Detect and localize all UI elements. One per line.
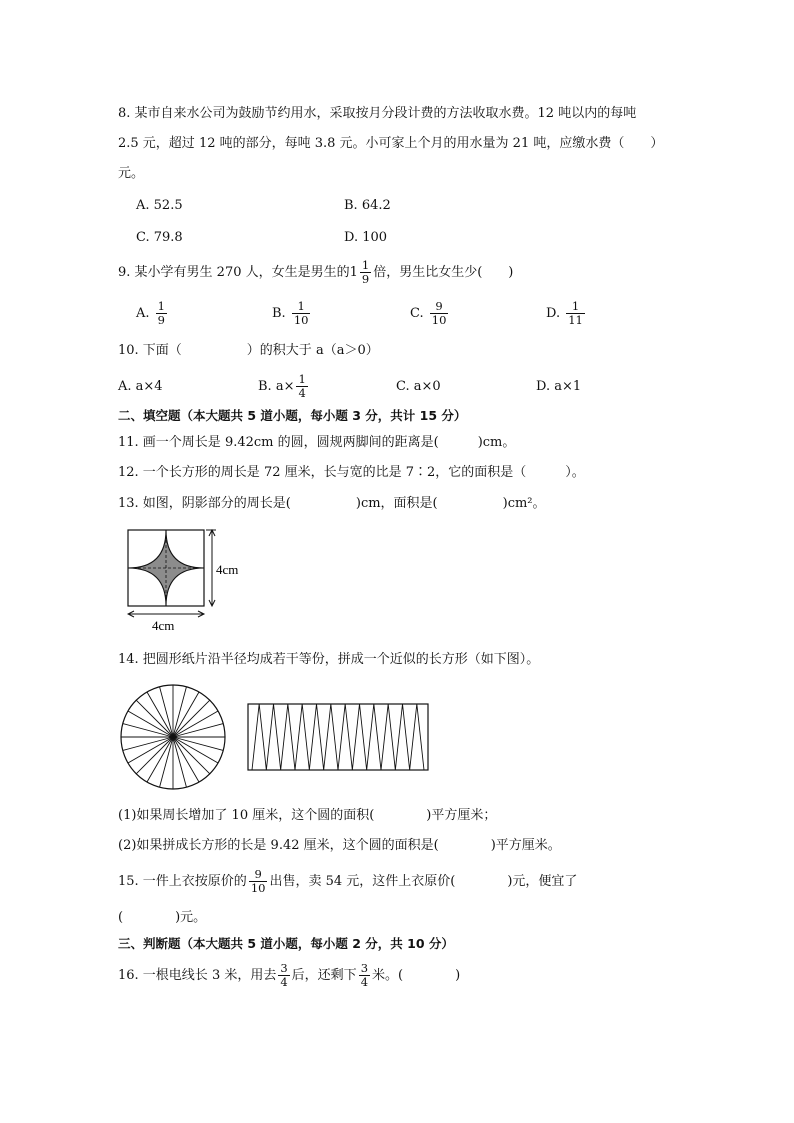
q11: 11. 画一个周长是 9.42cm 的圆，圆规两脚间的距离是( )cm。: [118, 435, 516, 450]
q10-option-c[interactable]: C. a×0: [396, 379, 441, 394]
q9-mixed-whole: 1: [349, 265, 358, 280]
q14-stem: 14. 把圆形纸片沿半径均成若干等份，拼成一个近似的长方形（如下图）。: [118, 652, 540, 667]
q9-mixed-fraction: $\frac{1}{9}$: [361, 258, 370, 286]
q8-line1: 8. 某市自来水公司为鼓励节约用水，采取按月分段计费的方法收取水费。12 吨以内的每吨: [118, 106, 637, 121]
q9-stem: 9. 某小学有男生 270 人，女生是男生的1 $\frac{1}{9}$ 倍，男生比女生少( ): [118, 258, 514, 286]
q10-option-a[interactable]: A. a×4: [118, 379, 163, 394]
section3-heading: 三、判断题（本大题共 5 道小题，每小题 2 分，共 10 分）: [118, 936, 454, 951]
q10-option-d[interactable]: D. a×1: [536, 379, 582, 394]
q8-option-d[interactable]: D. 100: [344, 230, 388, 245]
q9-option-d[interactable]: D. $\frac{1}{11}$: [546, 299, 583, 327]
q16-stem: 16. 一根电线长 3 米，用去 $\frac{3}{4}$ 后，还剩下 $\frac{3}{4}$ 米。( ): [118, 961, 461, 989]
q13-bottom-label: 4cm: [152, 618, 175, 633]
q8-line3: 元。: [118, 166, 145, 181]
q10-stem: 10. 下面（ ）的积大于 a（a＞0）: [118, 343, 379, 358]
q14-circle-figure: [121, 685, 225, 789]
q8-option-c[interactable]: C. 79.8: [136, 230, 183, 245]
q13: 13. 如图，阴影部分的周长是( )cm，面积是( )cm²。: [118, 496, 546, 511]
q13-figure: [120, 524, 260, 634]
q8-option-b[interactable]: B. 64.2: [344, 198, 391, 213]
q8-line2: 2.5 元，超过 12 吨的部分，每吨 3.8 元。小可家上个月的用水量为 21 吨，应缴水费（ ）: [118, 136, 664, 151]
q15-stem: 15. 一件上衣按原价的 $\frac{9}{10}$ 出售，卖 54 元，这件上衣原价( )元，便宜了: [118, 867, 578, 895]
q13-side-label: 4cm: [216, 562, 239, 577]
q14-sub2: (2)如果拼成长方形的长是 9.42 厘米，这个圆的面积是( )平方厘米。: [118, 838, 561, 853]
section2-heading: 二、填空题（本大题共 5 道小题，每小题 3 分，共计 15 分）: [118, 408, 467, 423]
q9-option-b[interactable]: B. $\frac{1}{10}$: [272, 299, 309, 327]
q14-sub1: (1)如果周长增加了 10 厘米，这个圆的面积( )平方厘米；: [118, 808, 497, 823]
q15-line2: ( )元。: [118, 910, 207, 925]
q9-option-c[interactable]: C. $\frac{9}{10}$: [410, 299, 447, 327]
q14-figure: [118, 682, 438, 792]
q14-rectangle-figure: [248, 704, 428, 770]
q12: 12. 一个长方形的周长是 72 厘米，长与宽的比是 7∶2，它的面积是（ ）。: [118, 465, 585, 480]
q10-option-b[interactable]: B. a× $\frac{1}{4}$: [258, 372, 306, 400]
q9-option-a[interactable]: A. $\frac{1}{9}$: [136, 299, 165, 327]
q8-option-a[interactable]: A. 52.5: [136, 198, 183, 213]
